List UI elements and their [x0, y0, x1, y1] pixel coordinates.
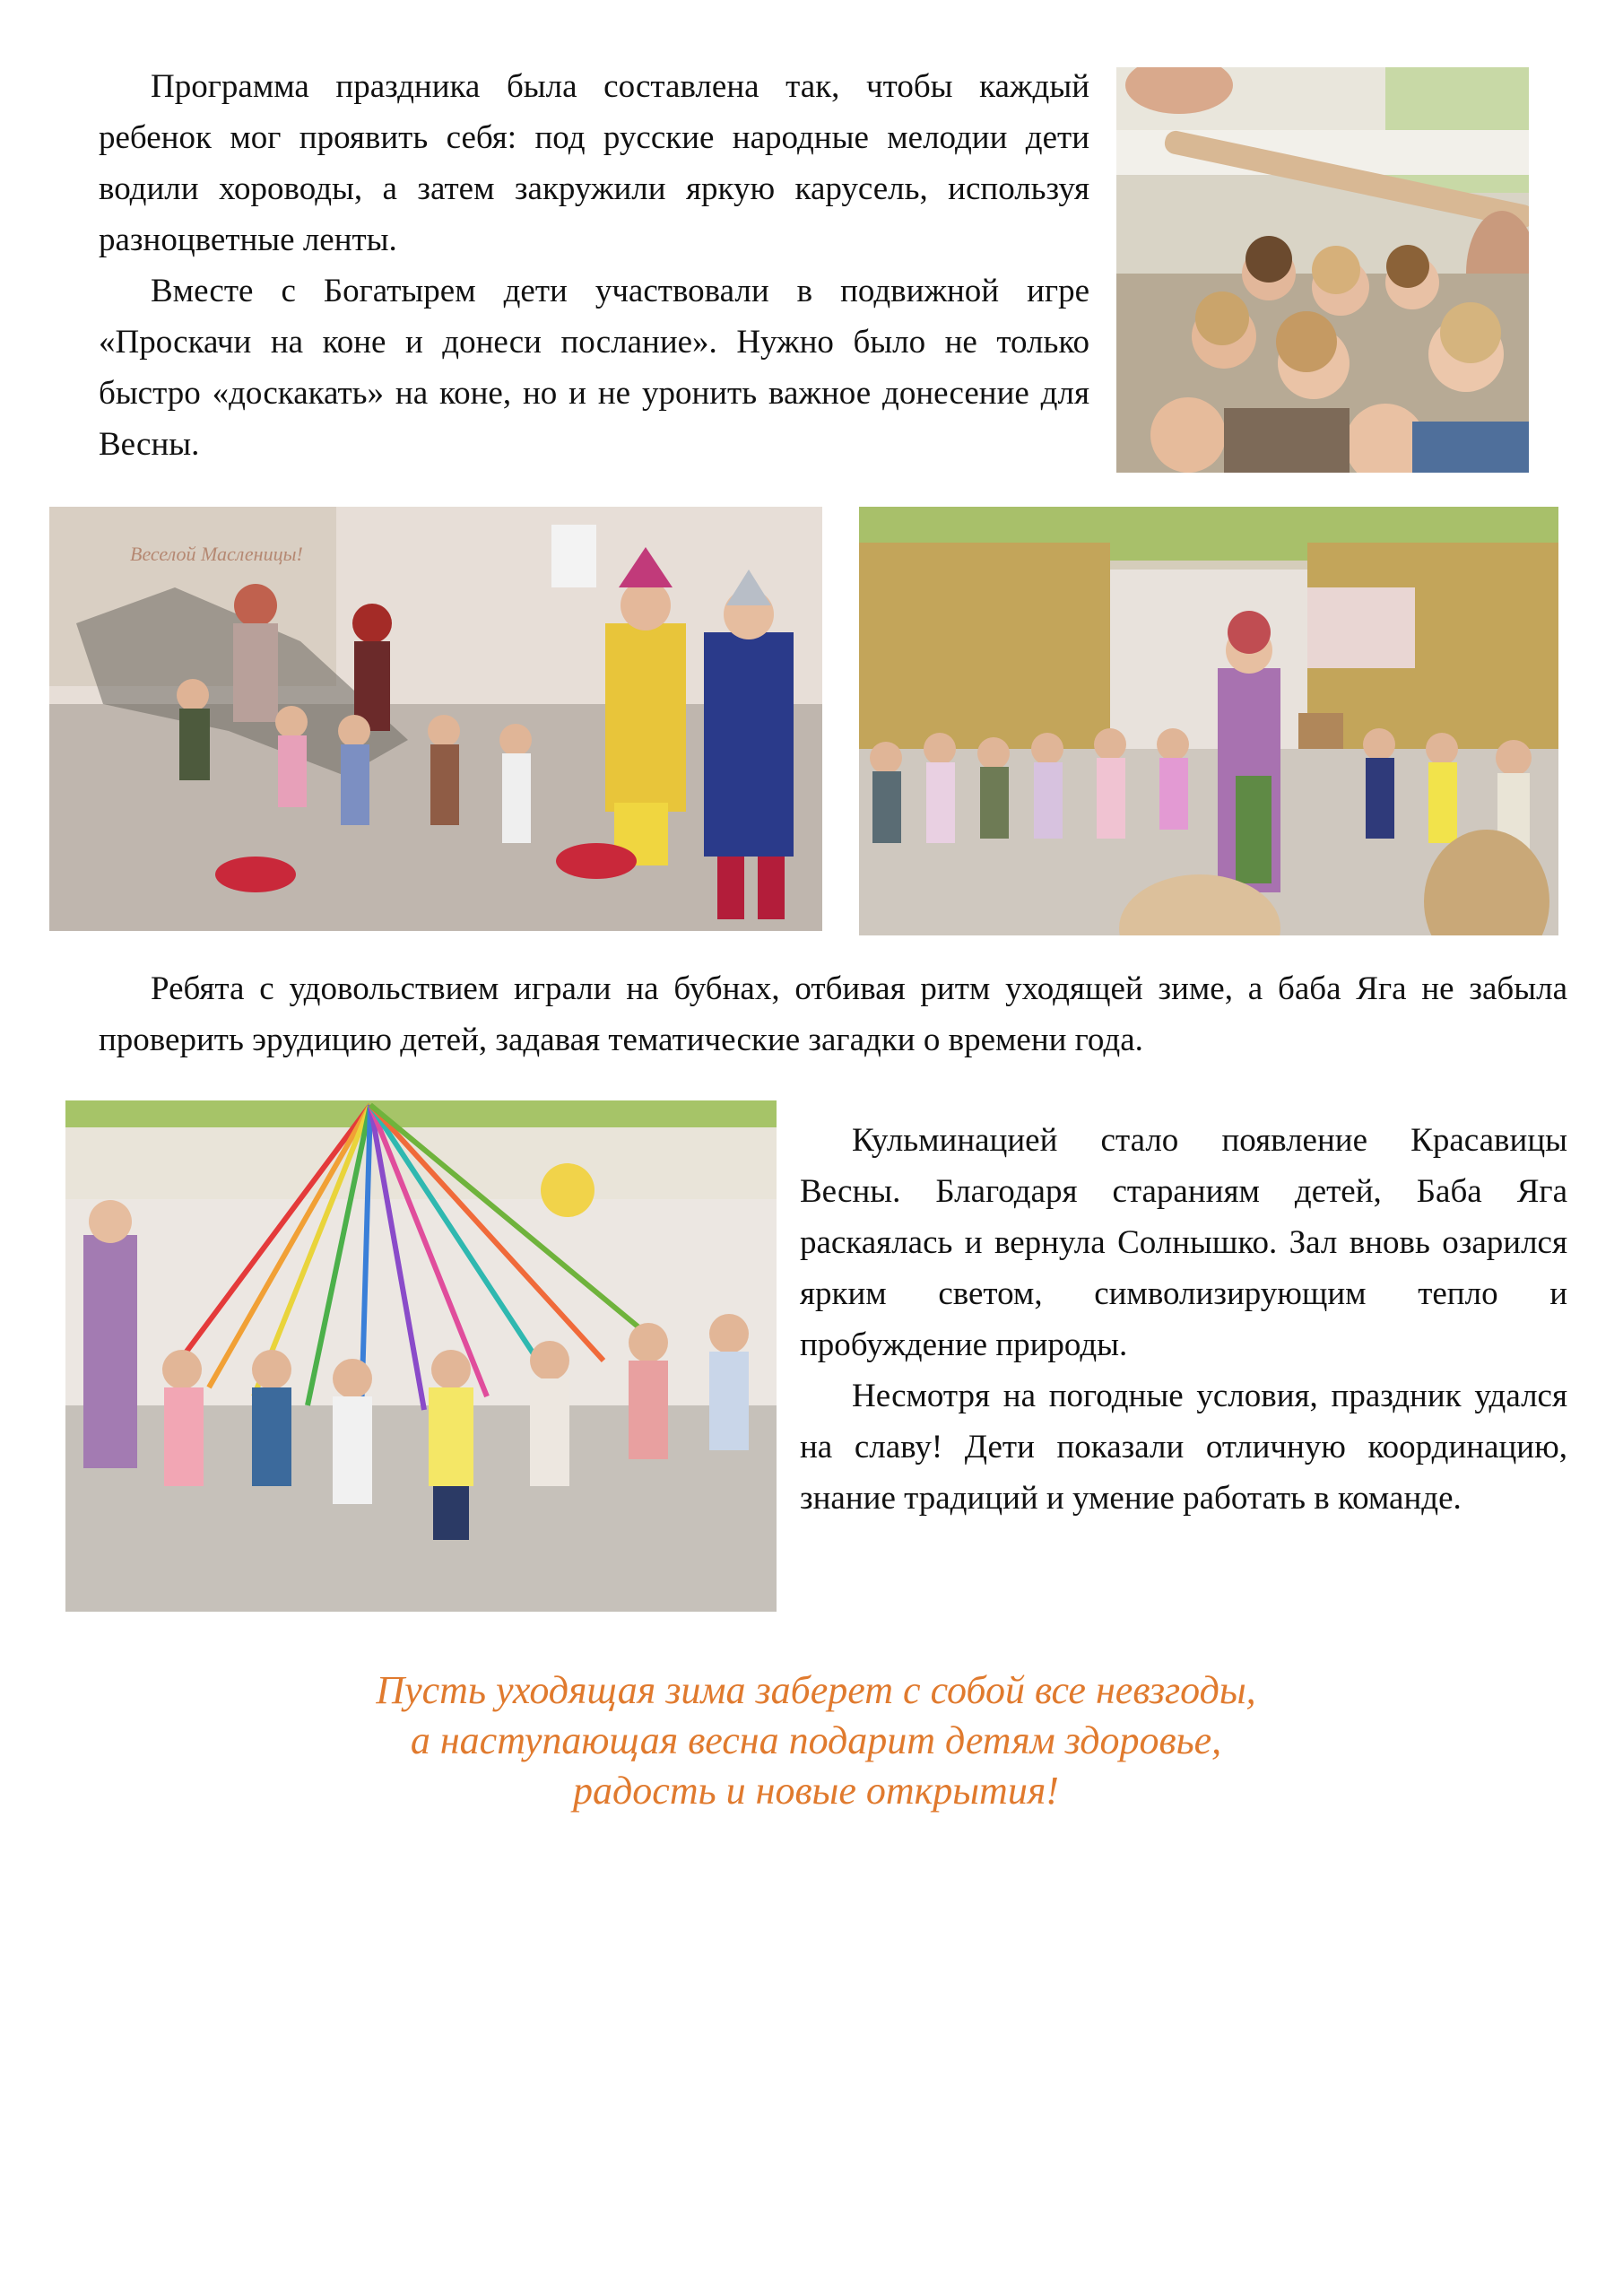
closing-line-2: а наступающая весна подарит детям здоровье, — [410, 1718, 1222, 1762]
right-paragraph-2: Несмотря на погодные условия, праздник удался на славу! Дети показали отличную координацию, знание традиций и умение работать в команде. — [800, 1378, 1567, 1517]
right-paragraph-1: Кульминацией стало появление Красавицы Весны. Благодаря стараниям детей, Баба Яга раскаялась и вернула Солнышко. Зал вновь озарился ярким светом, символизирующим тепло и пробуждение природы. — [800, 1122, 1567, 1363]
intro-paragraph-2: Вместе с Богатырем дети участвовали в подвижной игре «Проскачи на коне и донеси послание». Нужно было не только быстро «доскакать» на коне, но и не уронить важное донесение для Весны. — [99, 273, 1089, 463]
middle-paragraph-1: Ребята с удовольствием играли на бубнах, отбивая ритм уходящей зиме, а баба Яга не забыла проверить эрудицию детей, задавая тематические загадки о времени года. — [99, 970, 1567, 1058]
photo-vesna-circle — [859, 507, 1558, 935]
photo-ribbon-carousel — [65, 1100, 777, 1612]
middle-text — [99, 963, 1567, 1065]
right-text — [800, 1115, 1567, 1524]
intro-text — [99, 61, 1089, 470]
intro-paragraph-1: Программа праздника была составлена так, чтобы каждый ребенок мог проявить себя: под русские народные мелодии дети водили хороводы, а затем закружили яркую карусель, используя разноцветные ленты. — [99, 68, 1089, 258]
closing-wish — [179, 1665, 1453, 1816]
banner-text: Веселой Масленицы! — [130, 543, 303, 565]
photo-children-under-cloth — [1116, 67, 1529, 473]
closing-line-1: Пусть уходящая зима заберет с собой все невзгоды, — [376, 1668, 1256, 1712]
closing-line-3: радость и новые открытия! — [573, 1769, 1059, 1813]
photo-bogatyr-game — [49, 507, 822, 931]
